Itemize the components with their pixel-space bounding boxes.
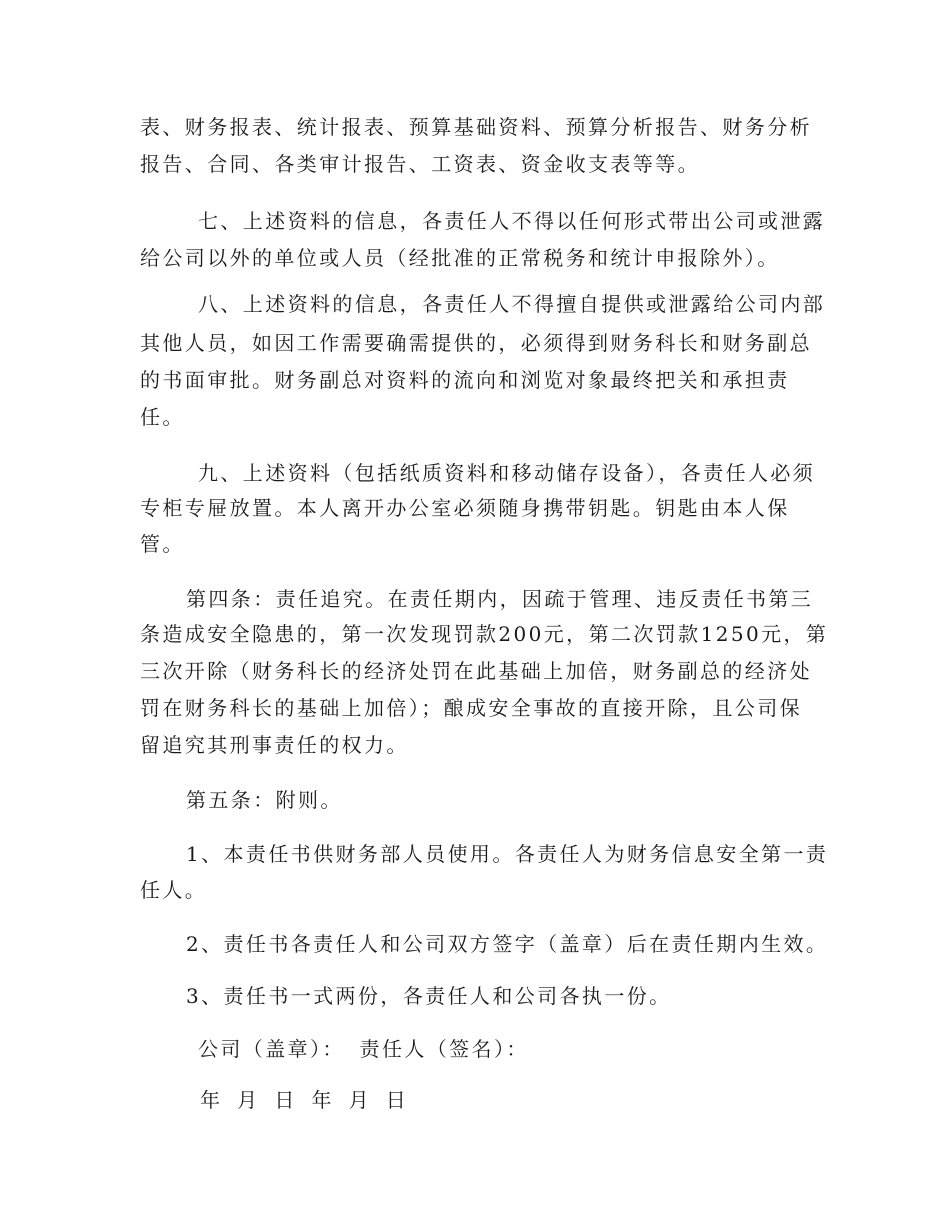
- text-line: 管。: [140, 532, 185, 556]
- text-line: 任人。: [140, 878, 208, 902]
- text-line: 其他人员，如因工作需要确需提供的，必须得到财务科长和财务副总: [140, 331, 812, 355]
- text-line: 三次开除（财务科长的经济处罚在此基础上加倍，财务副总的经济处: [140, 659, 812, 683]
- text-line: 条造成安全隐患的，第一次发现罚款200元，第二次罚款1250元，第: [140, 622, 829, 646]
- date-line: 年 月 日 年 月 日: [200, 1088, 409, 1112]
- text-line: 第五条：附则。: [186, 788, 343, 812]
- text-line: 专柜专屉放置。本人离开办公室必须随身携带钥匙。钥匙由本人保: [140, 496, 790, 520]
- text-line: 2、责任书各责任人和公司双方签字（盖章）后在责任期内生效。: [186, 932, 829, 956]
- text-line: 的书面审批。财务副总对资料的流向和浏览对象最终把关和承担责: [140, 368, 790, 392]
- signature-labels: 公司（盖章）： 责任人（签名）：: [198, 1037, 529, 1061]
- text-line: 给公司以外的单位或人员（经批准的正常税务和统计申报除外）。: [140, 246, 780, 270]
- text-line: 罚在财务科长的基础上加倍）；酿成安全事故的直接开除，且公司保: [140, 696, 802, 720]
- text-line: 八、上述资料的信息，各责任人不得擅自提供或泄露给公司内部: [198, 292, 826, 316]
- text-line: 第四条：责任追究。在责任期内，因疏于管理、违反责任书第三: [186, 587, 814, 611]
- text-line: 表、财务报表、统计报表、预算基础资料、预算分析报告、财务分析: [140, 115, 812, 139]
- text-line: 1、本责任书供财务部人员使用。各责任人为财务信息安全第一责: [186, 842, 829, 866]
- text-line: 九、上述资料（包括纸质资料和移动储存设备），各责任人必须: [198, 461, 816, 485]
- text-line: 3、责任书一式两份，各责任人和公司各执一份。: [186, 984, 672, 1008]
- text-line: 留追究其刑事责任的权力。: [140, 733, 409, 757]
- text-line: 七、上述资料的信息，各责任人不得以任何形式带出公司或泄露: [198, 209, 826, 233]
- text-line: 任。: [140, 405, 185, 429]
- text-line: 报告、合同、各类审计报告、工资表、资金收支表等等。: [140, 152, 700, 176]
